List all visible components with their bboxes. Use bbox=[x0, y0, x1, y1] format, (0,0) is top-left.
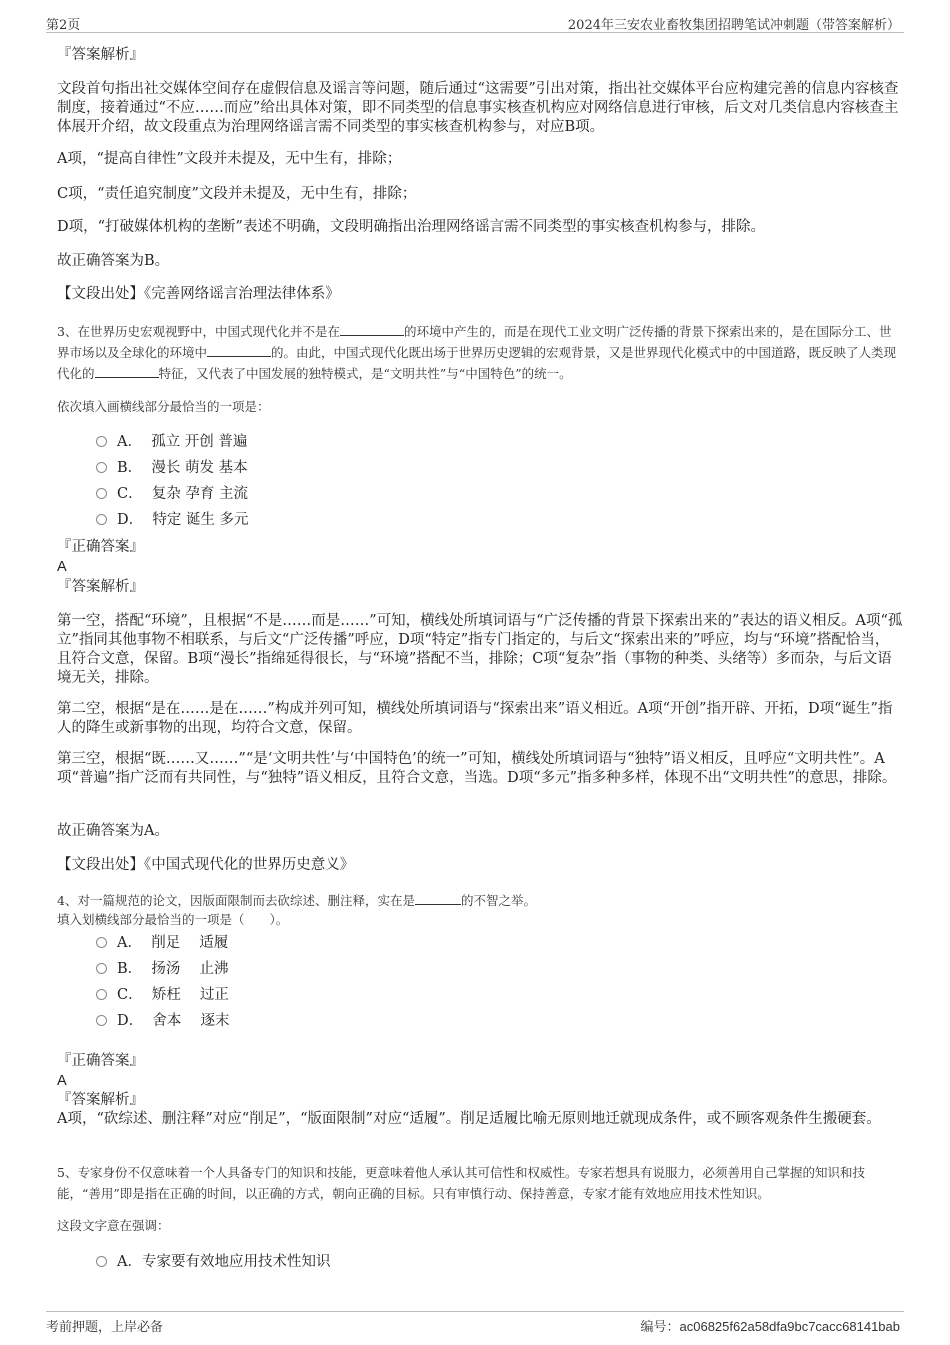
fill-blank-2 bbox=[207, 344, 271, 357]
radio-icon[interactable] bbox=[96, 1256, 107, 1267]
q5-option-a[interactable]: A．专家要有效地应用技术性知识 bbox=[96, 1253, 330, 1271]
document-title: 2024年三安农业畜牧集团招聘笔试冲刺题（带答案解析） bbox=[567, 18, 900, 33]
radio-icon[interactable] bbox=[96, 462, 107, 473]
q4-stem bbox=[57, 890, 903, 911]
q2-analysis-option-a: A项，“提高自律性”文段并未提及，无中生有，排除； bbox=[57, 151, 402, 167]
document-code-label: 编号： bbox=[640, 1320, 680, 1335]
q4-option-d[interactable]: D． 舍本 逐末 bbox=[96, 1012, 229, 1030]
q4-analysis-tag: 『答案解析』 bbox=[57, 1092, 144, 1108]
q3-conclusion: 故正确答案为A。 bbox=[57, 823, 169, 839]
radio-icon[interactable] bbox=[96, 963, 107, 974]
q4-prompt: 填入划横线部分最恰当的一项是（ ）。 bbox=[57, 912, 289, 927]
radio-icon[interactable] bbox=[96, 514, 107, 525]
document-code-value: ac06825f62a58dfa9bc7cacc68141bab bbox=[679, 1319, 900, 1334]
fill-blank bbox=[415, 892, 461, 905]
q4-correct-answer: A bbox=[57, 1073, 67, 1089]
q2-analysis-option-d: D项，“打破媒体机构的垄断”表述不明确，文段明确指出治理网络谣言需不同类型的事实核查机构参与，排除。 bbox=[57, 219, 765, 235]
q5-prompt: 这段文字意在强调： bbox=[57, 1218, 170, 1233]
q4-analysis-paragraph: A项，“砍综述、删注释”对应“削足”，“版面限制”对应“适履”。削足适履比喻无原则地迁就现成条件，或不顾客观条件生搬硬套。 bbox=[57, 1111, 881, 1127]
q3-stem-part-4: 特征，又代表了中国发展的独特模式，是“文明共性”与“中国特色”的统一。 bbox=[158, 366, 572, 381]
q4-stem-part-1: 4、对一篇规范的论文，因版面限制而去砍综述、删注释，实在是 bbox=[57, 893, 415, 908]
q4-correct-tag: 『正确答案』 bbox=[57, 1053, 144, 1069]
q2-source: 【文段出处】《完善网络谣言治理法律体系》 bbox=[57, 286, 340, 302]
page-footer bbox=[46, 1311, 904, 1334]
q3-analysis-paragraph-1: 第一空，搭配“环境”，且根据“不是……而是……”可知，横线处所填词语与“广泛传播的背景下探索出来的”表达的语义相反。A项“孤立”指同其他事物不相联系，与后文“广泛传播”呼应，D项“特定”指专门指定的，与后文“探索出来的”呼应，均与“环境”搭配恰当，且符合文意，保留。B项“漫长”指绵延得很长，与“环境”搭配不当，排除；C项“复杂”指（事物的种类、头绪等）多而杂，与后文语境无关，排除。 bbox=[57, 613, 903, 686]
fill-blank-3 bbox=[95, 365, 159, 378]
q3-stem-part-1: 3、在世界历史宏观视野中，中国式现代化并不是在 bbox=[57, 324, 340, 339]
document-code bbox=[641, 1316, 901, 1335]
q3-stem-part-3: 的。由此，中国式现代化既出场于世界历史逻辑的宏观背景，又是世界现代化模式中的中国道路，既反映了人类现代化的 bbox=[57, 345, 897, 381]
q3-stem-part-2: 的环境中产生的，而是在现代工业文明广泛传播的背景下探索出来的，是在国际分工、世界市场以及全球化的环境中 bbox=[57, 324, 892, 360]
radio-icon[interactable] bbox=[96, 436, 107, 447]
footer-slogan: 考前押题，上岸必备 bbox=[46, 1320, 164, 1335]
q3-option-b[interactable]: B． 漫长 萌发 基本 bbox=[96, 459, 248, 477]
q2-analysis-paragraph: 文段首句指出社交媒体空间存在虚假信息及谣言等问题，随后通过“这需要”引出对策，指出社交媒体平台应构建完善的信息内容核查制度，接着通过“不应……而应”给出具体对策，即不同类型的信息事实核查机构应对网络信息进行审核，后文对几类信息内容核查主体展开介绍，故文段重点为治理网络谣言需不同类型的事实核查机构参与，对应B项。 bbox=[57, 81, 899, 135]
page-number: 第2页 bbox=[46, 18, 81, 33]
q3-option-a[interactable]: A． 孤立 开创 普遍 bbox=[96, 433, 247, 451]
radio-icon[interactable] bbox=[96, 937, 107, 948]
q3-analysis-paragraph-3: 第三空，根据“既……又……”“是‘文明共性’与‘中国特色’的统一”可知，横线处所填词语与“独特”语义相反，且呼应“文明共性”。A项“普遍”指广泛而有共同性，与“独特”语义相反，且符合文意，当选。D项“多元”指多种多样，体现不出“文明共性”的意思，排除。 bbox=[57, 751, 897, 786]
q2-conclusion: 故正确答案为B。 bbox=[57, 253, 170, 269]
q4-option-b[interactable]: B． 扬汤 止沸 bbox=[96, 960, 228, 978]
q3-stem bbox=[57, 321, 903, 384]
q3-correct-answer: A bbox=[57, 559, 67, 575]
radio-icon[interactable] bbox=[96, 488, 107, 499]
q4-stem-part-2: 的不智之举。 bbox=[460, 893, 536, 908]
q3-correct-tag: 『正确答案』 bbox=[57, 539, 144, 555]
radio-icon[interactable] bbox=[96, 1015, 107, 1026]
q3-option-c[interactable]: C． 复杂 孕育 主流 bbox=[96, 485, 248, 503]
q4-option-c[interactable]: C． 矫枉 过正 bbox=[96, 986, 229, 1004]
q2-analysis-option-c: C项，“责任追究制度”文段并未提及，无中生有，排除； bbox=[57, 186, 417, 202]
q2-analysis-tag: 『答案解析』 bbox=[57, 47, 144, 63]
q3-source: 【文段出处】《中国式现代化的世界历史意义》 bbox=[57, 857, 355, 873]
q5-stem: 5、专家身份不仅意味着一个人具备专门的知识和技能，更意味着他人承认其可信性和权威性。专家若想具有说服力，必须善用自己掌握的知识和技能，“善用”即是指在正确的时间，以正确的方式，朝向正确的目标。只有审慎行动、保持善意，专家才能有效地应用技术性知识。 bbox=[57, 1165, 865, 1201]
q3-option-d[interactable]: D． 特定 诞生 多元 bbox=[96, 511, 249, 529]
q3-analysis-tag: 『答案解析』 bbox=[57, 579, 144, 595]
fill-blank-1 bbox=[340, 323, 404, 336]
page-header bbox=[46, 14, 904, 33]
q4-option-a[interactable]: A． 削足 适履 bbox=[96, 934, 228, 952]
q3-prompt: 依次填入画横线部分最恰当的一项是： bbox=[57, 399, 270, 414]
radio-icon[interactable] bbox=[96, 989, 107, 1000]
q3-analysis-paragraph-2: 第二空，根据“是在……是在……”构成并列可知，横线处所填词语与“探索出来”语义相近。A项“开创”指开辟、开拓，D项“诞生”指人的降生或新事物的出现，均符合文意，保留。 bbox=[57, 701, 893, 736]
